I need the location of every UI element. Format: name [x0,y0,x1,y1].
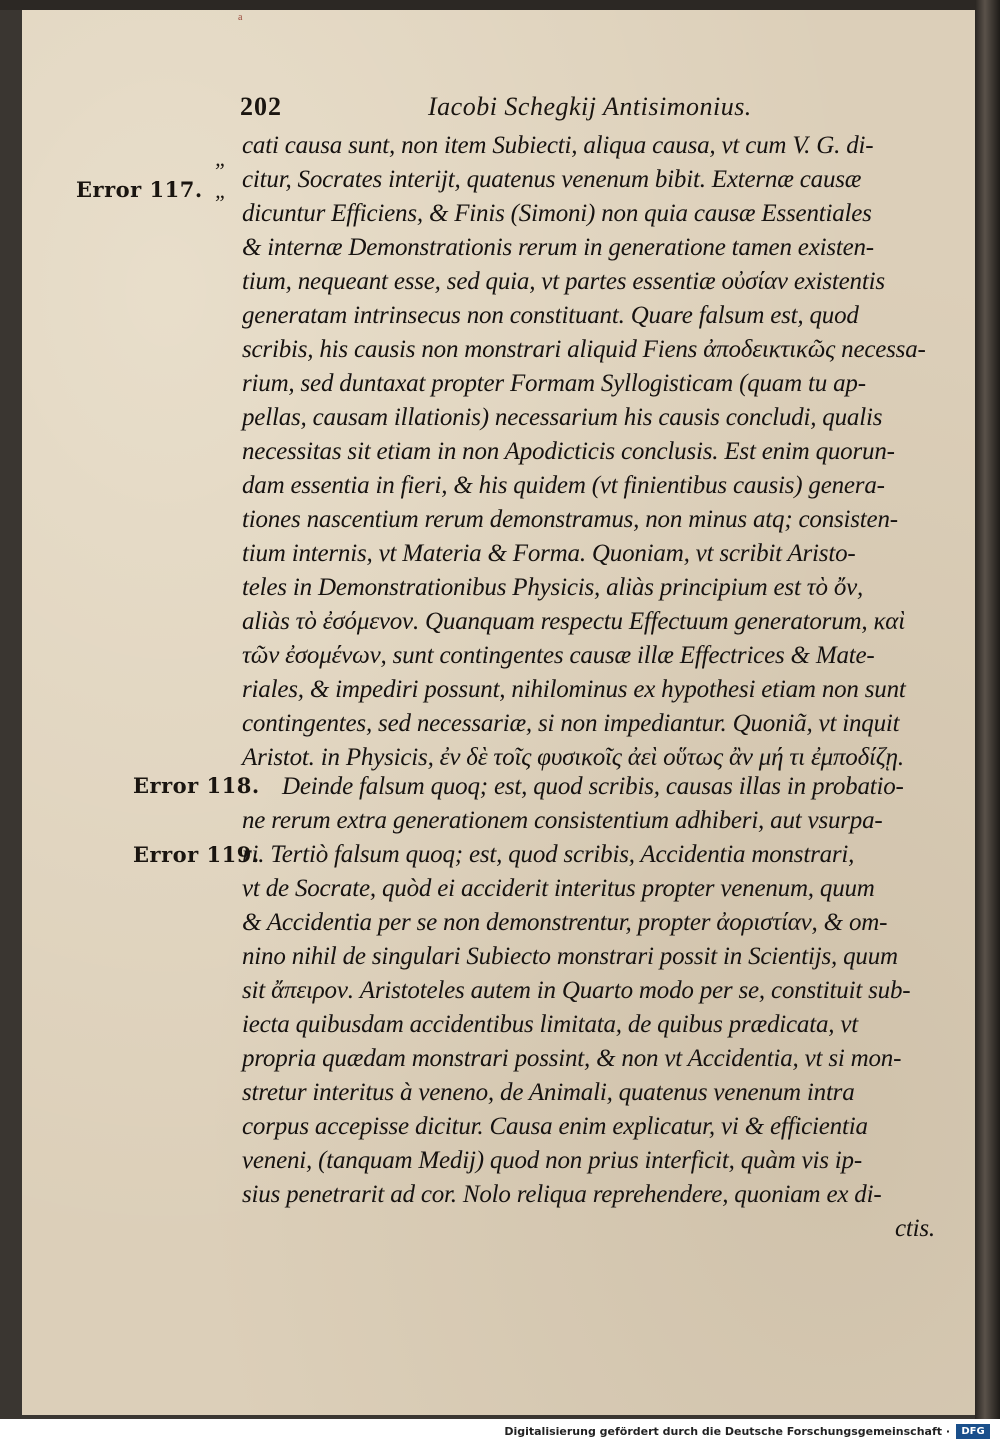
text-line: citur, Socrates interijt, quatenus venenum bibit. Externæ causæ [242,166,862,193]
margin-note-error-118: Error 118. [133,773,260,798]
text-line: veneni, (tanquam Medij) quod non prius interficit, quàm vis ip- [242,1147,862,1174]
text-line: stretur interitus à veneno, de Animali, quatenus venenum intra [242,1079,855,1106]
text-line: tium, nequeant esse, sed quia, vt partes essentiæ οὐσίαν existentis [242,268,885,295]
page-number: 202 [240,92,282,121]
text-line: ri. Tertiò falsum quoq; est, quod scribis, Accidentia monstrari, [242,841,855,868]
text-line: vt de Socrate, quòd ei acciderit interitus propter venenum, quum [242,875,875,902]
margin-note-error-119: Error 119. [133,842,260,867]
text-line: rium, sed duntaxat propter Formam Syllogisticam (quam tu ap- [242,370,866,397]
text-line: ne rerum extra generationem consistentium adhiberi, aut vsurpa- [242,807,883,834]
quote-mark: „ [215,146,228,171]
text-line: propria quædam monstrari possint, & non vt Accidentia, vt si mon- [242,1045,902,1072]
text-line: scribis, his causis non monstrari aliquid Fiens ἀποδεικτικῶς necessa- [242,336,926,363]
text-line: nino nihil de singulari Subiecto monstrari possit in Scientijs, quum [242,943,898,970]
text-line: Deinde falsum quoq; est, quod scribis, causas illas in probatio- [282,773,904,800]
text-line: aliàs τὸ ἐσόμενον. Quanquam respectu Effectuum generatorum, καὶ [242,608,905,635]
text-line: necessitas sit etiam in non Apodicticis conclusis. Est enim quorun- [242,438,895,465]
book-spine [975,0,1000,1445]
footer-credit: Digitalisierung gefördert durch die Deutsche Forschungsgemeinschaft · [504,1425,950,1438]
text-line: cati causa sunt, non item Subiecti, aliqua causa, vt cum V. G. di- [242,132,874,159]
scan-top-edge [0,0,1000,10]
quote-mark: „ [215,178,228,203]
text-line: pellas, causam illationis) necessarium his causis concludi, qualis [242,404,883,431]
catchword: ctis. [895,1215,935,1242]
digitization-footer [0,1419,1000,1445]
text-line: generatam intrinsecus non constituant. Quare falsum est, quod [242,302,859,329]
text-line: τῶν ἐσομένων, sunt contingentes causæ illæ Effectrices & Mate- [242,642,875,669]
dfg-logo-icon: DFG [956,1424,990,1439]
text-line: & internæ Demonstrationis rerum in generatione tamen existen- [242,234,874,261]
text-line: teles in Demonstrationibus Physicis, aliàs principium est τὸ ὄν, [242,574,864,601]
text-line: iecta quibusdam accidentibus limitata, de quibus prædicata, vt [242,1011,859,1038]
text-line: tium internis, vt Materia & Forma. Quoniam, vt scribit Aristo- [242,540,856,567]
text-line: sit ἄπειρον. Aristoteles autem in Quarto modo per se, constituit sub- [242,977,911,1004]
text-line: dicuntur Efficiens, & Finis (Simoni) non quia causæ Essentiales [242,200,872,227]
text-line: sius penetrarit ad cor. Nolo reliqua reprehendere, quoniam ex di- [242,1181,882,1208]
top-mark: a [238,12,243,23]
running-title: Iacobi Schegkij Antisimonius. [428,92,752,121]
page-header [240,92,960,122]
text-line: tiones nascentium rerum demonstramus, non minus atq; consisten- [242,506,898,533]
text-line: riales, & impediri possunt, nihilominus ex hypothesi etiam non sunt [242,676,906,703]
text-line: corpus accepisse dicitur. Causa enim explicatur, vi & efficientia [242,1113,868,1140]
text-line: dam essentia in fieri, & his quidem (vt finientibus causis) genera- [242,472,885,499]
text-line: & Accidentia per se non demonstrentur, propter ἀοριστίαν, & om- [242,909,888,936]
margin-note-error-117: Error 117. [76,177,203,202]
text-line: Aristot. in Physicis, ἐν δὲ τοῖς φυσικοῖς ἀεὶ οὕτως ἂν μή τι ἐμποδίζῃ. [242,744,904,771]
text-line: contingentes, sed necessariæ, si non impediantur. Quoniã, vt inquit [242,710,900,737]
